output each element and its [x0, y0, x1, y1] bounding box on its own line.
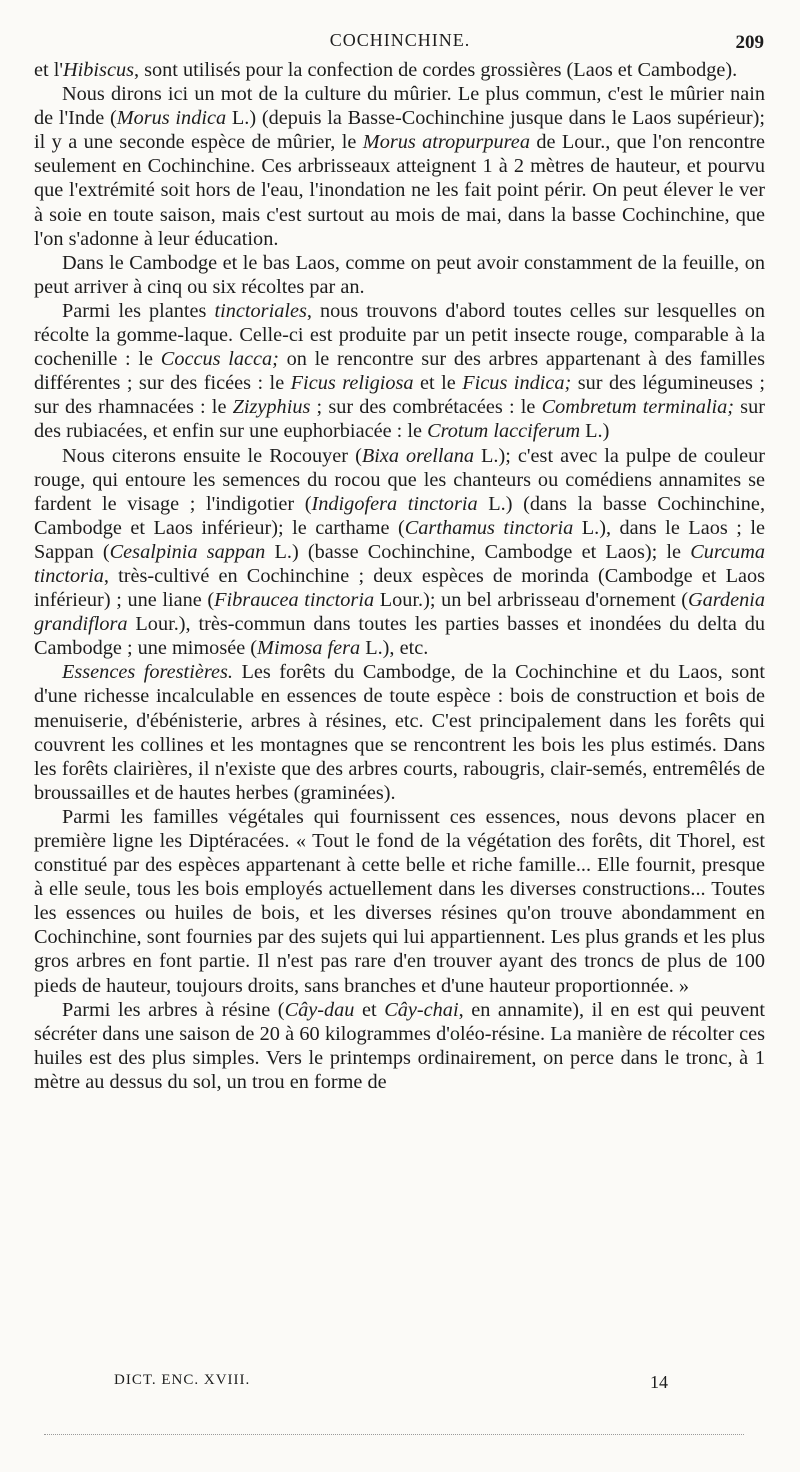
text-run: Parmi les plantes: [62, 299, 215, 322]
italic-term: Carthamus tinctoria: [404, 516, 574, 539]
text-run: L.) (depuis la Basse-Cochinchine jusque dans le Laos supérieur); il y a une seconde espèce de mûrier, le: [34, 107, 765, 154]
italic-term: Ficus religiosa: [290, 372, 414, 395]
italic-term: Cesalpinia sappan: [109, 540, 266, 563]
italic-term: Cây-chai: [384, 998, 459, 1021]
paragraph: [34, 251, 765, 299]
body-text: [34, 58, 765, 1094]
page-footer: [0, 1372, 800, 1402]
printer-signature: DICT. ENC. XVIII.: [114, 1372, 251, 1388]
italic-term: Hibiscus: [63, 59, 134, 81]
page-header: [0, 30, 800, 56]
text-run: sur des légumineuses ; sur des rhamnacées : le: [34, 372, 766, 419]
italic-term: Curcuma tinctoria: [34, 540, 765, 587]
text-run: Nous dirons ici un mot de la culture du mûrier. Le plus commun, c'est le mûrier nain de l'Inde (: [34, 83, 765, 130]
text-run: L.), dans le Laos ; le Sappan (: [34, 516, 765, 563]
text-run: Parmi les familles végétales qui fournissent ces essences, nous devons placer en première ligne les Diptéracées. « Tout le fond de la végétation des forêts, dit Thorel, est constitué par des espèces appartenant à cette belle et riche famille... Elle fournit, presque à elle seule, tous les bois employés actuellement dans les diverses constructions... Toutes les essences ou huiles de bois, et les diverses résines qu'on trouve abondamment en Cochinchine, sont fournies par des sujets qui lui appartiennent. Les plus grands et les plus gros arbres en font partie. Il n'est pas rare d'en trouver ayant des troncs de plus de 100 pieds de hauteur, toujours droits, sans branches et d'une hauteur proportionnée. »: [34, 805, 765, 997]
text-run: et le: [413, 372, 463, 395]
italic-term: Zizyphius: [232, 396, 311, 419]
text-run: , nous trouvons d'abord toutes celles sur lesquelles on récolte la gomme-laque. Celle-ci est produite par un petit insecte rouge, comparable à la cochenille : le: [34, 299, 766, 371]
text-run: L.), etc.: [360, 637, 429, 660]
italic-term: Bixa orellana: [361, 444, 474, 467]
paragraph: [34, 998, 765, 1094]
page-number: 209: [735, 32, 764, 53]
text-run: Lour.); un bel arbrisseau d'ornement (: [374, 589, 688, 612]
text-run: on le rencontre sur des arbres appartenant à des familles différentes ; sur des ficées : le: [34, 348, 765, 395]
text-run: Lour.), très-commun dans toutes les parties basses et inondées du delta du Cambodge ; une mimosée (: [34, 613, 765, 660]
italic-term: Fibraucea tinctoria: [214, 589, 375, 612]
text-run: , sont utilisés pour la confection de cordes grossières (Laos et Cambodge).: [133, 59, 738, 81]
italic-term: Combretum terminalia;: [541, 396, 735, 419]
paragraph: [34, 82, 765, 251]
paragraph: [34, 299, 765, 444]
text-run: Dans le Cambodge et le bas Laos, comme on peut avoir constamment de la feuille, on peut arriver à cinq ou six récoltes par an.: [34, 251, 765, 298]
italic-term: Morus indica: [116, 107, 227, 130]
text-run: de Lour., que l'on rencontre seulement en Cochinchine. Ces arbrisseaux atteignent 1 à 2 mètres de hauteur, et pourvu que l'extrémité soit hors de l'eau, l'inondation ne les fait point périr. On peut élever le ver à soie en toute saison, mais c'est surtout au mois de mai, dans la basse Cochinchine, que l'on s'adonne à leur éducation.: [34, 131, 765, 250]
text-run: , très-cultivé en Cochinchine ; deux espèces de morinda (Cambodge et Laos inférieur) ; une liane (: [34, 564, 765, 612]
italic-term: Ficus indica;: [462, 372, 572, 395]
italic-term: Mimosa fera: [257, 637, 361, 660]
italic-term: tinctoriales: [214, 299, 307, 322]
italic-term: Gardenia grandiflora: [34, 589, 765, 636]
sheet-number: 14: [650, 1372, 668, 1392]
paragraph: [34, 444, 765, 661]
text-run: Parmi les arbres à résine (: [62, 998, 285, 1021]
running-title: COCHINCHINE.: [329, 30, 471, 50]
italic-term: Cây-dau: [284, 998, 355, 1021]
paragraph: [34, 58, 765, 82]
text-run: et: [354, 998, 385, 1021]
text-run: , en annamite), il en est qui peuvent sécréter dans une saison de 20 à 60 kilogrammes d'oléo-résine. La manière de récolter ces huiles est des plus simples. Vers le printemps ordinairement, on perce dans le tronc, à 1 mètre au dessus du sol, un trou en forme de: [34, 998, 766, 1093]
italic-term: Essences forestières.: [62, 661, 233, 684]
italic-term: Crotum lacciferum: [427, 420, 581, 443]
text-run: sur des rubiacées, et enfin sur une euphorbiacée : le: [34, 396, 765, 443]
scan-edge-marks: [44, 1434, 744, 1435]
italic-term: Morus atropurpurea: [362, 131, 530, 154]
text-run: L.): [580, 420, 610, 443]
italic-term: Indigofera tinctoria: [311, 492, 478, 515]
text-run: L.); c'est avec la pulpe de couleur rouge, qui entoure les semences du rocou que les chanteurs ou comédiens annamites se fardent le visage ; l'indigotier (: [34, 444, 765, 515]
text-run: et l': [34, 59, 63, 81]
paragraph: [34, 805, 765, 998]
paragraph: [34, 660, 765, 805]
text-run: Les forêts du Cambodge, de la Cochinchine et du Laos, sont d'une richesse incalculable en essences de toute espèce : bois de construction et bois de menuiserie, d'ébénisterie, arbres à résines, etc. C'est principalement dans les forêts qui couvrent les collines et les montagnes que se rencontrent les bois les plus estimés. Dans les forêts clairières, il n'existe que des arbres courts, rabougris, clair-semés, entremêlés de broussailles et de hautes herbes (graminées).: [34, 661, 765, 804]
text-run: Nous citerons ensuite le Rocouyer (: [62, 444, 362, 467]
text-run: ; sur des combrétacées : le: [310, 396, 542, 419]
text-run: L.) (dans la basse Cochinchine, Cambodge et Laos inférieur); le carthame (: [34, 492, 766, 539]
text-run: L.) (basse Cochinchine, Cambodge et Laos); le: [265, 540, 691, 563]
italic-term: Coccus lacca;: [160, 348, 279, 371]
